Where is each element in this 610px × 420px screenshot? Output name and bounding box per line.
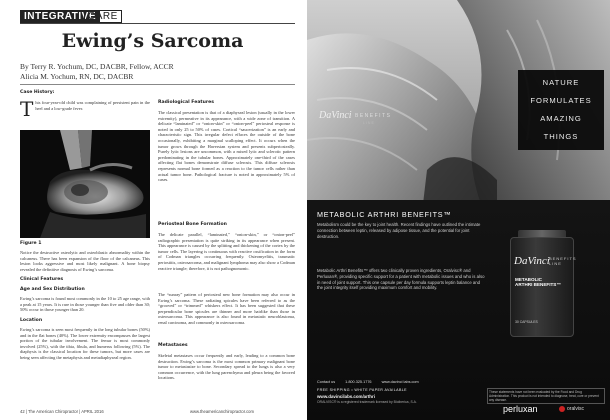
tagline-line-1: NATURE: [542, 78, 580, 87]
bottle-benefits-text: [549, 256, 577, 266]
oralvisc-logo-text: oralvisc: [567, 406, 584, 412]
location-heading: Location: [20, 318, 43, 323]
periosteal-heading: Periosteal Bone Formation: [158, 222, 227, 227]
oralvisc-logo: [559, 406, 584, 412]
footer-left: 42 | The American Chiropractor | APRIL 2016: [20, 409, 104, 414]
bottle-brand: DaVinci: [514, 255, 550, 267]
contact-website[interactable]: www.davinci labs.com: [381, 379, 419, 384]
intro-paragraph: [20, 97, 150, 121]
footer-website[interactable]: www.theamericanchiropractor.com: [190, 409, 255, 414]
case-history-label: Case History:: [20, 90, 55, 95]
periosteal-text: The delicate parallel, “laminated,” “onion-skin,” or “onion-peel” radiographic presentation is quite striking in its appearance when present. This appearance is caused by the splitting and thickening of the cortex by the tumor cells. The layering is continuous with reactive ossification in the form of Codman triangles occurring frequently. Osteomyelitis, traumatic periostitis, osteosarcoma, and malignant lymphoma may also show a Codman reactive triangle; therefore, it is not pathognomonic.: [158, 232, 295, 271]
divider: [20, 84, 295, 85]
bottle-benefits-line-2: LINE: [549, 261, 562, 266]
metastases-text: Skeletal metastases occur frequently and early, leading to a common bone destruction. Ewing’s sarcoma is the most common primary malignant bone tumor to metastasize to bone. Secondary spread to the lungs is also a very common occurrence, with the lung parenchyma and pleura being the favored locations.: [158, 353, 295, 381]
ad-paragraph-1: Metabolism could be the key to joint health. Recent findings have outlined the intimate connection between leptin, released by adipose tissue, and the potential for joint destruction.: [317, 222, 481, 239]
perluxan-logo: perluxan: [503, 404, 538, 414]
figure-caption: Notice the destructive osteolytic and osteoblastic abnormality within the calcaneus. There has been expansion of the floor of the calcaneus. This lesion looks aggressive and most likely malignant. A bone biopsy revealed the definitive diagnosis of Ewing’s sarcoma.: [20, 250, 150, 272]
bottle-name-line-1: METABOLIC: [515, 277, 542, 282]
tagline-line-3: AMAZING: [540, 114, 582, 123]
tagline-line-4: THINGS: [543, 132, 579, 141]
age-sex-heading: Age and Sex Distribution: [20, 287, 85, 292]
line-logo-text: LINE: [363, 121, 375, 125]
tagline-box: [518, 70, 604, 150]
article-title: Ewing’s Sarcoma: [61, 30, 244, 52]
section-banner: [20, 10, 295, 24]
location-text: Ewing’s sarcoma is seen most frequently in the long tubular bones (50%) and in the flat bones (40%). The lower extremity encompasses the largest portion of the tubular involvement. The femur is most commonly involved (25%), with the tibia, fibula, and humerus following (5%). The diaphysis is the classical location for these tumors, but more cases are being seen affecting the metaphysis and metadiaphyseal region.: [20, 327, 150, 360]
sunray-text: The “sunray” pattern of periosteal new bone formation may also occur in Ewing’s sarcoma. These radiating spicules have been referred to as the “grooved” or “trimmed” whiskers effect. It has been suggested that these perpendicular bone spicules are thinner and more hairlike than those in osteosarcoma. This appearance is also found in metastatic neuroblastoma, renal carcinoma, and commonly in osteosarcoma.: [158, 292, 295, 325]
advertisement-page: [307, 0, 610, 420]
tagline-line-2: FORMULATES: [530, 96, 592, 105]
figure-label: Figure 1: [20, 241, 42, 246]
radiological-features-text: The classical presentation is that of a diaphyseal lesion (usually in the lower extremity), permeative in its appearance, with a wide zone of transition. A delicate “laminated” or “onion-skin” or “onion-peel” periosteal response is noted in only 25 to 50% of cases. Cortical “saucerization” is an early and characteristic sign. This irregular defect effaces the outside of the bone occasionally, exhibiting a marginal scalloping effect. It occurs when the tumor grows through the Haversian system and presents subperiosteally. Purely lytic lesions are uncommon, with a mixed lytic and sclerotic pattern predominating in the tubular bones. Approximately one-third of the cases affecting flat bones demonstrate diffuse sclerosis. This diffuse sclerosis represents normal bone formed as a reaction to the tumor cells rather than actual tumor bone. Pathological fracture is noted in approximately 5% of cases.: [158, 110, 295, 183]
radiograph-heel-image: [20, 130, 150, 238]
author-line-2: Alicia M. Yochum, RN, DC, DACBR: [20, 72, 134, 81]
ad-paragraph-2: Metabolic Arthri Benefits™ offers two clinically proven ingredients, Oralvisc® and Perluxan®, providing specific support for a patient with metabolic issues and who is also in need of joint support. This one capsule per day formula supports leptin balance and the joint integrity itself providing maximum comfort and mobility.: [317, 268, 485, 291]
free-shipping-note: FREE SHIPPING • WHITE PAPER AVAILABLE: [317, 388, 407, 392]
clinical-features-heading: Clinical Features: [20, 277, 64, 282]
davinci-logo: DaVinci: [319, 110, 352, 121]
bottle-product-name: [515, 277, 561, 288]
oralvisc-logo-icon: [559, 406, 565, 412]
radiological-features-heading: Radiological Features: [158, 100, 214, 105]
section-banner-care: CARE: [84, 10, 122, 23]
contact-label: Contact us: [317, 379, 336, 384]
dropcap: T: [20, 97, 34, 121]
benefits-logo-text: BENEFITS: [355, 113, 392, 119]
bottle-benefits-line-1: BENEFITS: [549, 256, 577, 261]
trademark-note: ORALVISC® is a registered trademark licensed by Bioiberica, S.A.: [317, 400, 417, 404]
fda-disclaimer: These statements have not been evaluated by the Food and Drug Administration. This product is not intended to diagnose, treat, cure or prevent any disease.: [487, 388, 605, 404]
radiograph-figure: [20, 130, 150, 238]
age-sex-text: Ewing’s sarcoma is found most commonly in the 10 to 25 age range, with a peak at 15 years. It is rare in those younger than five and older than 30; 50% occur in those younger than 20.: [20, 296, 150, 313]
intro-text: his four-year-old child was complaining of persistent pain in the heel and a low-grade fever.: [35, 100, 150, 111]
author-line-1: By Terry R. Yochum, DC, DACBR, Fellow, ACCR: [20, 62, 174, 71]
contact-phone[interactable]: 1.800.325.1776: [345, 379, 372, 384]
product-headline: METABOLIC ARTHRI BENEFITS™: [317, 210, 452, 219]
bottle-name-line-2: ARTHRI BENEFITS™: [515, 282, 561, 288]
bottle-count: 30 CAPSULES: [515, 320, 538, 324]
section-banner-integrative: INTEGRATIVE: [20, 10, 100, 23]
metastases-heading: Metastases: [158, 343, 188, 348]
product-website-link[interactable]: www.davincilabs.com/arthri: [317, 394, 375, 399]
contact-bar: [317, 378, 487, 385]
